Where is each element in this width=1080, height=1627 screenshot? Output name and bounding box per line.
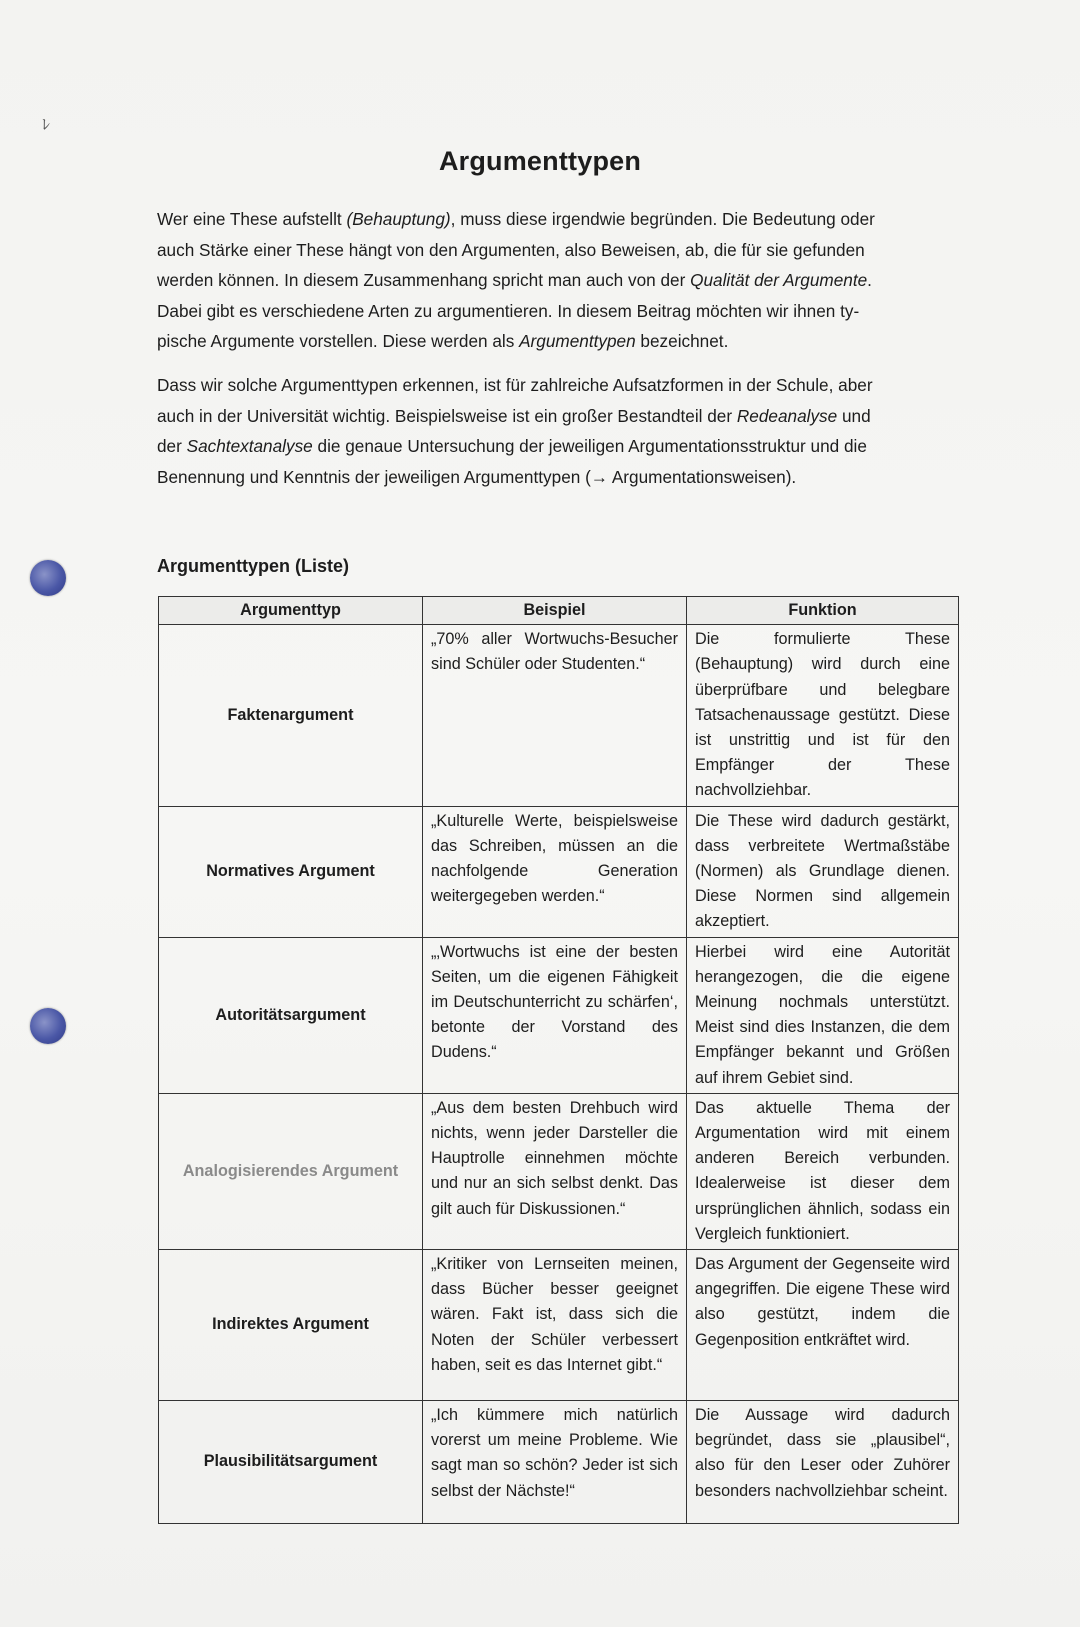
table-row bbox=[159, 1401, 959, 1524]
second-paragraph bbox=[157, 370, 957, 492]
argument-type-cell: Normatives Argument bbox=[159, 806, 423, 937]
punch-hole-icon bbox=[30, 1008, 66, 1044]
header-funktion: Funktion bbox=[687, 597, 959, 625]
text-line: werden können. In diesem Zusammenhang spricht man auch von der Qualität der Argumente. bbox=[157, 270, 872, 291]
argument-type-cell: Autoritätsargument bbox=[159, 937, 423, 1093]
table-row bbox=[159, 937, 959, 1093]
text-line: Wer eine These aufstellt (Behauptung), muss diese irgendwie begründen. Die Bedeutung oder bbox=[157, 209, 875, 229]
table-row bbox=[159, 625, 959, 806]
example-cell: „Aus dem besten Drehbuch wird nichts, wenn jeder Darsteller die Hauptrolle einnehmen möchte und nur an sich selbst denkt. Das gilt auch für Diskussionen.“ bbox=[423, 1093, 687, 1249]
text-line: Dabei gibt es verschiedene Arten zu argumentieren. In diesem Beitrag möchten wir ihnen ty- bbox=[157, 300, 860, 321]
example-cell: „Ich kümmere mich natürlich vorerst um meine Probleme. Wie sagt man so schön? Jeder ist sich selbst der Nächste!“ bbox=[423, 1401, 687, 1524]
argument-type-cell: Indirektes Argument bbox=[159, 1250, 423, 1401]
argument-type-cell: Faktenargument bbox=[159, 625, 423, 806]
example-cell: „Kulturelle Werte, beispielsweise das Schreiben, müssen an die nachfolgende Generation weitergegeben werden.“ bbox=[423, 806, 687, 937]
table-row bbox=[159, 806, 959, 937]
example-cell: „‚Wortwuchs ist eine der besten Seiten, um die eigenen Fähigkeit im Deutschunterricht zu schärfen‘, betonte der Vorstand des Dudens.“ bbox=[423, 937, 687, 1093]
table-row bbox=[159, 1250, 959, 1401]
header-beispiel: Beispiel bbox=[423, 597, 687, 625]
function-cell: Hierbei wird eine Autorität herangezogen, die die eigene Meinung nochmals unterstützt. Meist sind dies Instanzen, die dem Empfänger bekannt und Größen auf ihrem Gebiet sind. bbox=[687, 937, 959, 1093]
argument-type-cell: Analogisierendes Argument bbox=[159, 1093, 423, 1249]
function-cell: Das aktuelle Thema der Argumentation wird mit einem anderen Bereich verbunden. Idealerweise ist dieser dem ursprünglichen ähnlich, sodass ein Vergleich funktioniert. bbox=[687, 1093, 959, 1249]
page-title: Argumenttypen bbox=[438, 146, 642, 176]
function-cell: Die formulierte These (Behauptung) wird durch eine überprüfbare und belegbare Tatsachenaussage gestützt. Diese ist unstrittig und ist für den Empfänger der These nachvollziehbar. bbox=[687, 625, 959, 806]
text-line: auch in der Universität wichtig. Beispielsweise ist ein großer Bestandteil der Redeanalyse und bbox=[157, 405, 871, 426]
text-line: Benennung und Kenntnis der jeweiligen Argumenttypen (→ Argumentationsweisen). bbox=[157, 466, 797, 487]
example-cell: „Kritiker von Lernseiten meinen, dass Bücher besser geeignet wären. Fakt ist, dass sich die Noten der Schüler verbessert haben, seit es das Internet gibt.“ bbox=[423, 1250, 687, 1401]
list-heading: Argumenttypen (Liste) bbox=[157, 556, 350, 576]
table-header-row bbox=[159, 597, 959, 625]
function-cell: Das Argument der Gegenseite wird angegriffen. Die eigene These wird also gestützt, indem die Gegenposition entkräftet wird. bbox=[687, 1250, 959, 1401]
function-cell: Die Aussage wird dadurch begründet, dass sie „plausibel“, also für den Leser oder Zuhörer besonders nachvollziehbar scheint. bbox=[687, 1401, 959, 1524]
function-cell: Die These wird dadurch gestärkt, dass verbreitete Wertmaßstäbe (Normen) als Grundlage dienen. Diese Normen sind allgemein akzeptiert. bbox=[687, 806, 959, 937]
text-line: Dass wir solche Argumenttypen erkennen, ist für zahlreiche Aufsatzformen in der Schule, aber bbox=[157, 375, 873, 395]
margin-mark: ﾚ bbox=[42, 117, 51, 134]
table-row bbox=[159, 1093, 959, 1249]
text-line: auch Stärke einer These hängt von den Argumenten, also Beweisen, ab, die für sie gefunden bbox=[157, 239, 865, 260]
example-cell: „70% aller Wortwuchs-Besucher sind Schüler oder Studenten.“ bbox=[423, 625, 687, 806]
header-argumenttyp: Argumenttyp bbox=[159, 597, 423, 625]
argument-types-table bbox=[158, 596, 959, 1524]
intro-paragraph bbox=[157, 204, 957, 357]
text-line: pische Argumente vorstellen. Diese werden als Argumenttypen bezeichnet. bbox=[157, 331, 729, 352]
text-line: der Sachtextanalyse die genaue Untersuchung der jeweiligen Argumentationsstruktur und die bbox=[157, 436, 867, 457]
punch-hole-icon bbox=[30, 560, 66, 596]
argument-type-cell: Plausibilitätsargument bbox=[159, 1401, 423, 1524]
